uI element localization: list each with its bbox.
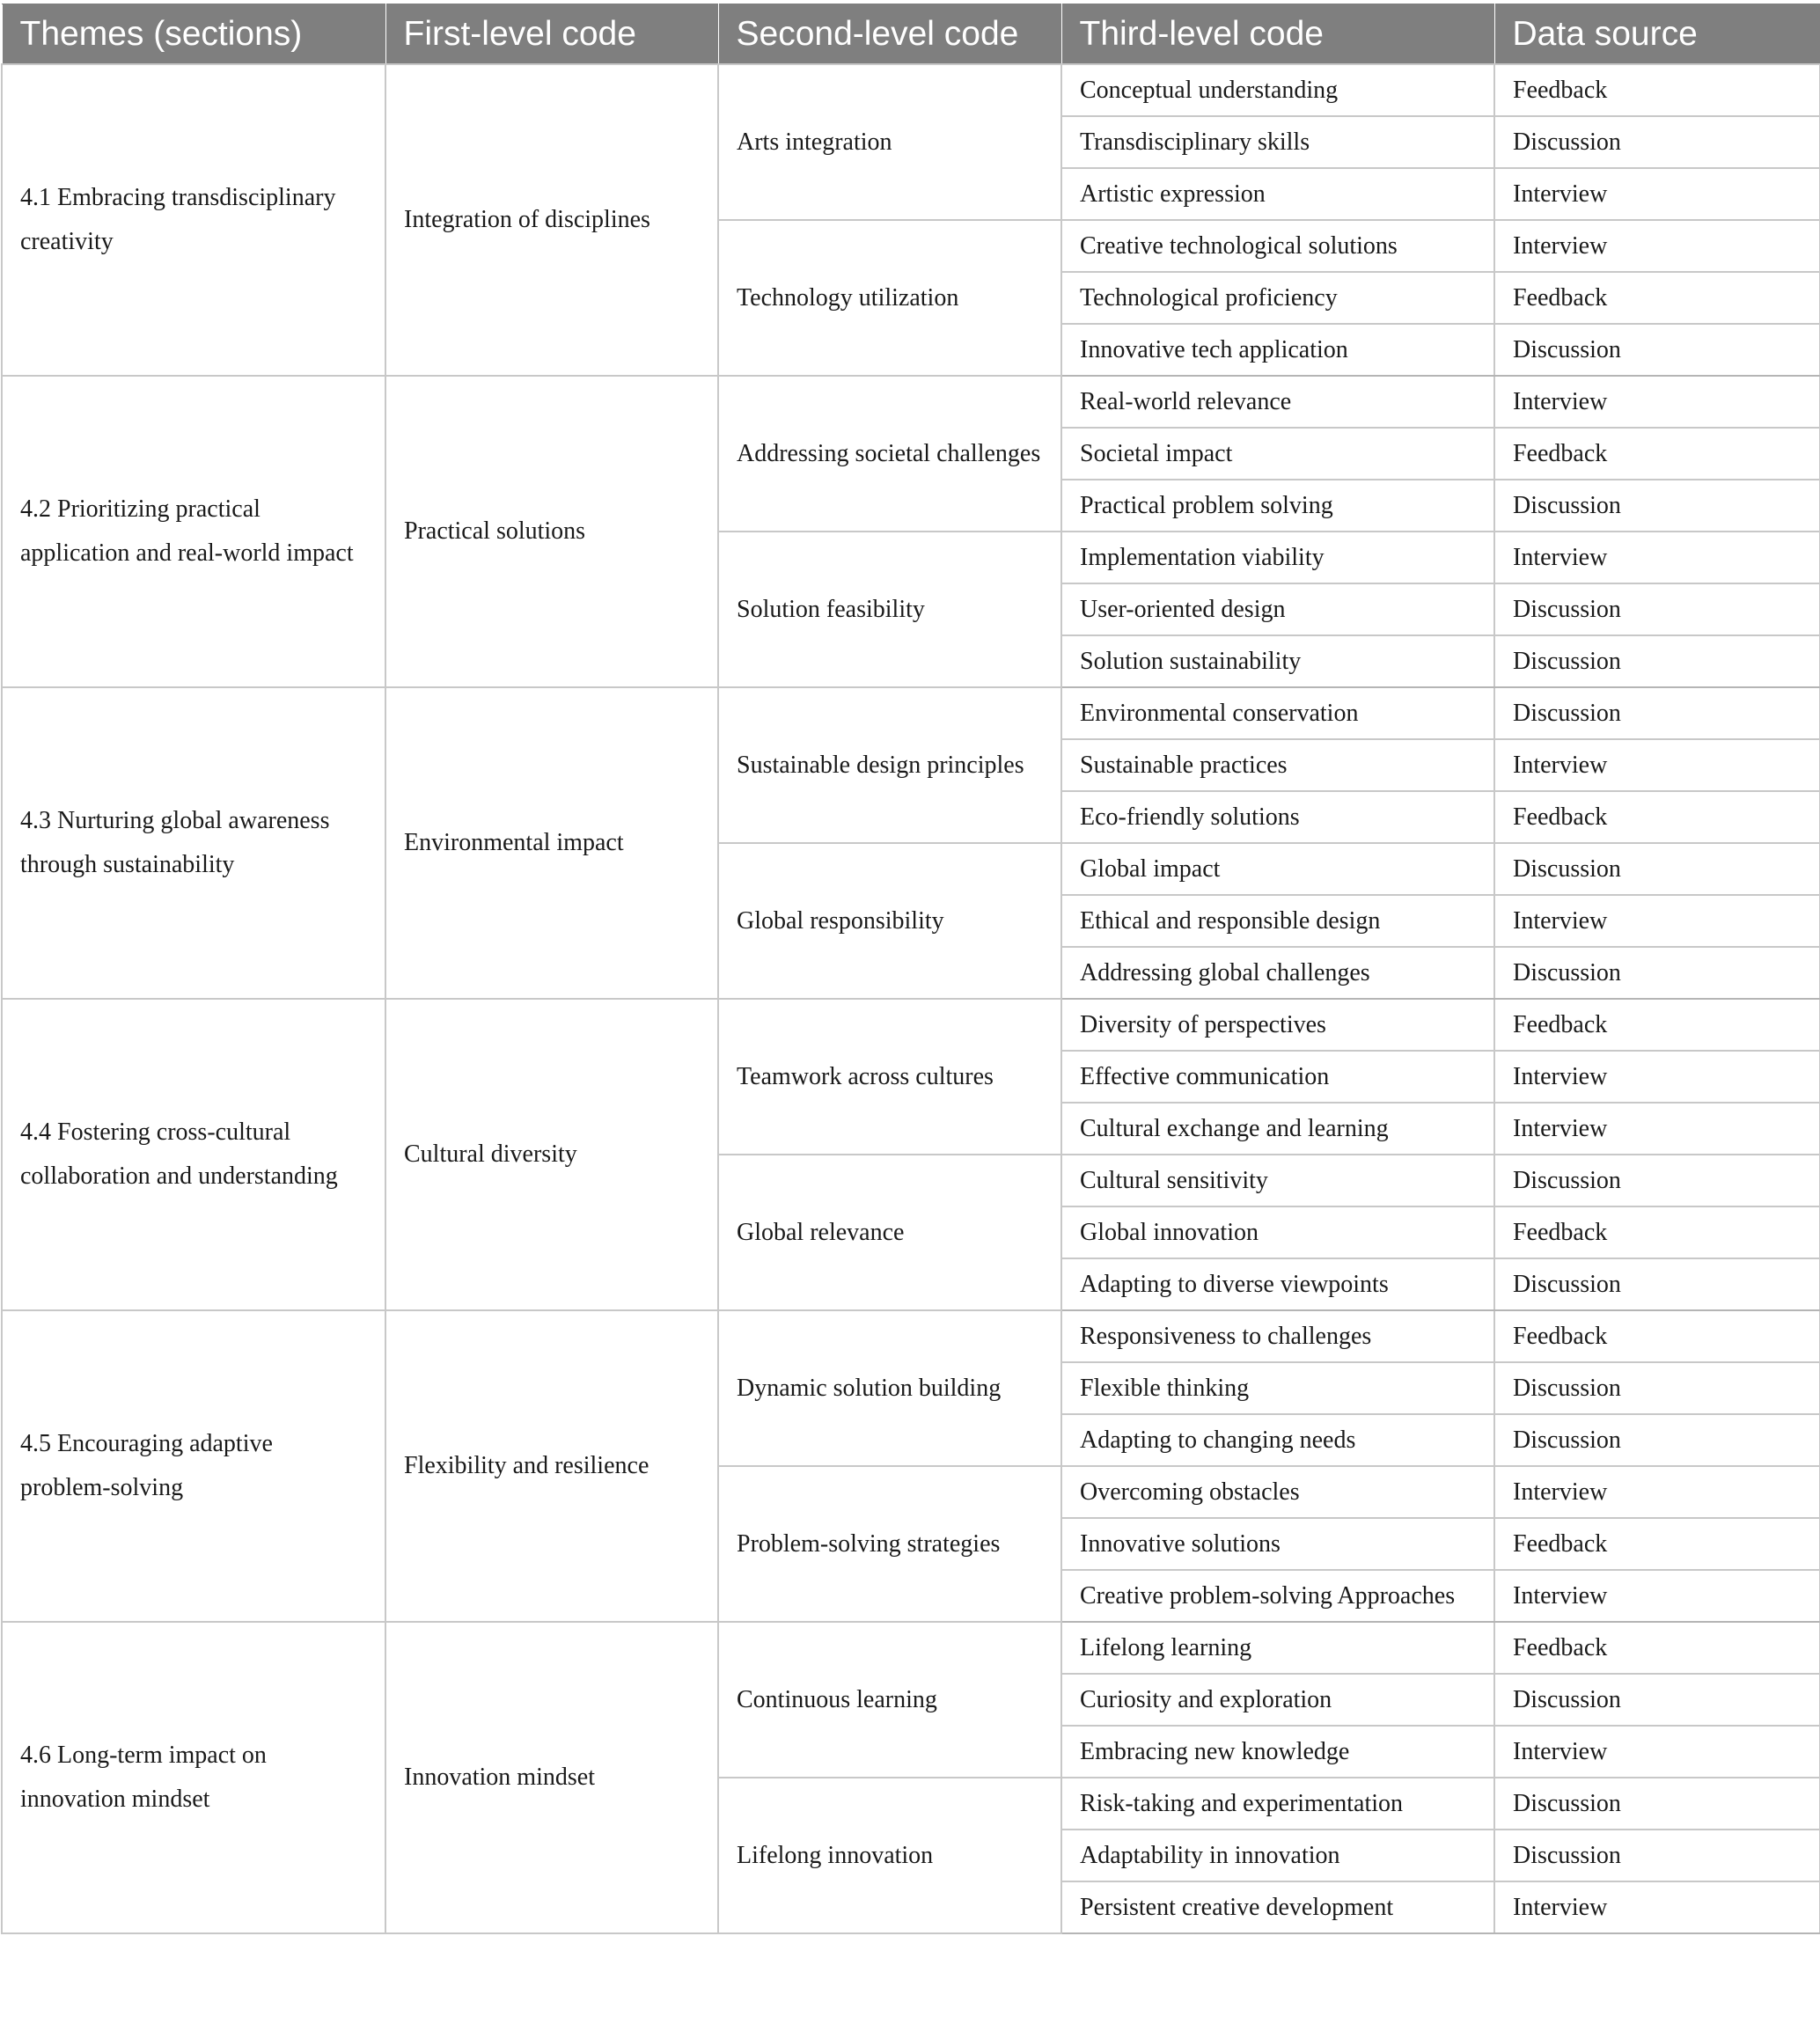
data-source-cell: Interview bbox=[1494, 1726, 1820, 1778]
header-data-source: Data source bbox=[1494, 4, 1820, 65]
third-level-code-cell: Global impact bbox=[1061, 843, 1494, 895]
header-second-level-code: Second-level code bbox=[718, 4, 1061, 65]
data-source-cell: Feedback bbox=[1494, 64, 1820, 116]
first-level-code-cell: Integration of disciplines bbox=[385, 64, 718, 376]
data-source-cell: Feedback bbox=[1494, 272, 1820, 324]
third-level-code-cell: Embracing new knowledge bbox=[1061, 1726, 1494, 1778]
data-source-cell: Discussion bbox=[1494, 1830, 1820, 1881]
data-source-cell: Feedback bbox=[1494, 1622, 1820, 1674]
third-level-code-cell: Sustainable practices bbox=[1061, 739, 1494, 791]
header-row bbox=[2, 4, 1820, 65]
third-level-code-cell: Creative problem-solving Approaches bbox=[1061, 1570, 1494, 1622]
data-source-cell: Interview bbox=[1494, 739, 1820, 791]
data-source-cell: Discussion bbox=[1494, 1155, 1820, 1206]
data-source-cell: Interview bbox=[1494, 895, 1820, 947]
data-source-cell: Interview bbox=[1494, 168, 1820, 220]
data-source-cell: Feedback bbox=[1494, 999, 1820, 1051]
data-source-cell: Interview bbox=[1494, 376, 1820, 428]
table-row bbox=[2, 999, 1820, 1051]
third-level-code-cell: Cultural exchange and learning bbox=[1061, 1103, 1494, 1155]
data-source-cell: Discussion bbox=[1494, 1362, 1820, 1414]
third-level-code-cell: Environmental conservation bbox=[1061, 687, 1494, 739]
third-level-code-cell: Persistent creative development bbox=[1061, 1881, 1494, 1933]
data-source-cell: Discussion bbox=[1494, 480, 1820, 532]
third-level-code-cell: Flexible thinking bbox=[1061, 1362, 1494, 1414]
data-source-cell: Interview bbox=[1494, 1103, 1820, 1155]
third-level-code-cell: Creative technological solutions bbox=[1061, 220, 1494, 272]
third-level-code-cell: Diversity of perspectives bbox=[1061, 999, 1494, 1051]
first-level-code-cell: Practical solutions bbox=[385, 376, 718, 687]
table-row bbox=[2, 376, 1820, 428]
second-level-code-cell: Technology utilization bbox=[718, 220, 1061, 376]
data-source-cell: Interview bbox=[1494, 1570, 1820, 1622]
theme-cell: 4.1 Embracing transdisciplinary creativity bbox=[2, 64, 385, 376]
third-level-code-cell: Global innovation bbox=[1061, 1206, 1494, 1258]
data-source-cell: Interview bbox=[1494, 1466, 1820, 1518]
third-level-code-cell: Ethical and responsible design bbox=[1061, 895, 1494, 947]
second-level-code-cell: Sustainable design principles bbox=[718, 687, 1061, 843]
third-level-code-cell: Practical problem solving bbox=[1061, 480, 1494, 532]
third-level-code-cell: Artistic expression bbox=[1061, 168, 1494, 220]
second-level-code-cell: Continuous learning bbox=[718, 1622, 1061, 1778]
first-level-code-cell: Innovation mindset bbox=[385, 1622, 718, 1933]
third-level-code-cell: Implementation viability bbox=[1061, 532, 1494, 583]
table-header bbox=[2, 4, 1820, 65]
coding-table-container bbox=[0, 4, 1820, 1934]
data-source-cell: Discussion bbox=[1494, 583, 1820, 635]
third-level-code-cell: User-oriented design bbox=[1061, 583, 1494, 635]
data-source-cell: Discussion bbox=[1494, 1414, 1820, 1466]
third-level-code-cell: Adapting to changing needs bbox=[1061, 1414, 1494, 1466]
table-body bbox=[2, 64, 1820, 1933]
header-third-level-code: Third-level code bbox=[1061, 4, 1494, 65]
third-level-code-cell: Adaptability in innovation bbox=[1061, 1830, 1494, 1881]
theme-cell: 4.5 Encouraging adaptive problem-solving bbox=[2, 1310, 385, 1622]
data-source-cell: Feedback bbox=[1494, 428, 1820, 480]
data-source-cell: Discussion bbox=[1494, 687, 1820, 739]
second-level-code-cell: Problem-solving strategies bbox=[718, 1466, 1061, 1622]
data-source-cell: Discussion bbox=[1494, 843, 1820, 895]
theme-cell: 4.3 Nurturing global awareness through sustainability bbox=[2, 687, 385, 999]
third-level-code-cell: Lifelong learning bbox=[1061, 1622, 1494, 1674]
third-level-code-cell: Effective communication bbox=[1061, 1051, 1494, 1103]
third-level-code-cell: Innovative tech application bbox=[1061, 324, 1494, 376]
third-level-code-cell: Societal impact bbox=[1061, 428, 1494, 480]
third-level-code-cell: Addressing global challenges bbox=[1061, 947, 1494, 999]
third-level-code-cell: Transdisciplinary skills bbox=[1061, 116, 1494, 168]
second-level-code-cell: Solution feasibility bbox=[718, 532, 1061, 687]
data-source-cell: Discussion bbox=[1494, 1778, 1820, 1830]
data-source-cell: Interview bbox=[1494, 532, 1820, 583]
table-row bbox=[2, 1622, 1820, 1674]
header-themes: Themes (sections) bbox=[2, 4, 385, 65]
theme-cell: 4.6 Long-term impact on innovation mindset bbox=[2, 1622, 385, 1933]
data-source-cell: Interview bbox=[1494, 220, 1820, 272]
data-source-cell: Interview bbox=[1494, 1881, 1820, 1933]
data-source-cell: Discussion bbox=[1494, 1674, 1820, 1726]
table-row bbox=[2, 687, 1820, 739]
theme-cell: 4.2 Prioritizing practical application and real-world impact bbox=[2, 376, 385, 687]
data-source-cell: Discussion bbox=[1494, 635, 1820, 687]
second-level-code-cell: Lifelong innovation bbox=[718, 1778, 1061, 1933]
third-level-code-cell: Solution sustainability bbox=[1061, 635, 1494, 687]
second-level-code-cell: Global relevance bbox=[718, 1155, 1061, 1310]
first-level-code-cell: Cultural diversity bbox=[385, 999, 718, 1310]
first-level-code-cell: Flexibility and resilience bbox=[385, 1310, 718, 1622]
second-level-code-cell: Teamwork across cultures bbox=[718, 999, 1061, 1155]
third-level-code-cell: Risk-taking and experimentation bbox=[1061, 1778, 1494, 1830]
data-source-cell: Feedback bbox=[1494, 1310, 1820, 1362]
third-level-code-cell: Cultural sensitivity bbox=[1061, 1155, 1494, 1206]
table-row bbox=[2, 64, 1820, 116]
third-level-code-cell: Adapting to diverse viewpoints bbox=[1061, 1258, 1494, 1310]
third-level-code-cell: Responsiveness to challenges bbox=[1061, 1310, 1494, 1362]
third-level-code-cell: Real-world relevance bbox=[1061, 376, 1494, 428]
header-first-level-code: First-level code bbox=[385, 4, 718, 65]
data-source-cell: Feedback bbox=[1494, 791, 1820, 843]
second-level-code-cell: Addressing societal challenges bbox=[718, 376, 1061, 532]
data-source-cell: Interview bbox=[1494, 1051, 1820, 1103]
third-level-code-cell: Curiosity and exploration bbox=[1061, 1674, 1494, 1726]
third-level-code-cell: Technological proficiency bbox=[1061, 272, 1494, 324]
data-source-cell: Discussion bbox=[1494, 324, 1820, 376]
second-level-code-cell: Global responsibility bbox=[718, 843, 1061, 999]
table-row bbox=[2, 1310, 1820, 1362]
third-level-code-cell: Innovative solutions bbox=[1061, 1518, 1494, 1570]
data-source-cell: Discussion bbox=[1494, 1258, 1820, 1310]
data-source-cell: Feedback bbox=[1494, 1206, 1820, 1258]
first-level-code-cell: Environmental impact bbox=[385, 687, 718, 999]
data-source-cell: Feedback bbox=[1494, 1518, 1820, 1570]
third-level-code-cell: Eco-friendly solutions bbox=[1061, 791, 1494, 843]
third-level-code-cell: Conceptual understanding bbox=[1061, 64, 1494, 116]
data-source-cell: Discussion bbox=[1494, 116, 1820, 168]
second-level-code-cell: Dynamic solution building bbox=[718, 1310, 1061, 1466]
second-level-code-cell: Arts integration bbox=[718, 64, 1061, 220]
third-level-code-cell: Overcoming obstacles bbox=[1061, 1466, 1494, 1518]
coding-table bbox=[1, 4, 1820, 1934]
theme-cell: 4.4 Fostering cross-cultural collaboration and understanding bbox=[2, 999, 385, 1310]
data-source-cell: Discussion bbox=[1494, 947, 1820, 999]
